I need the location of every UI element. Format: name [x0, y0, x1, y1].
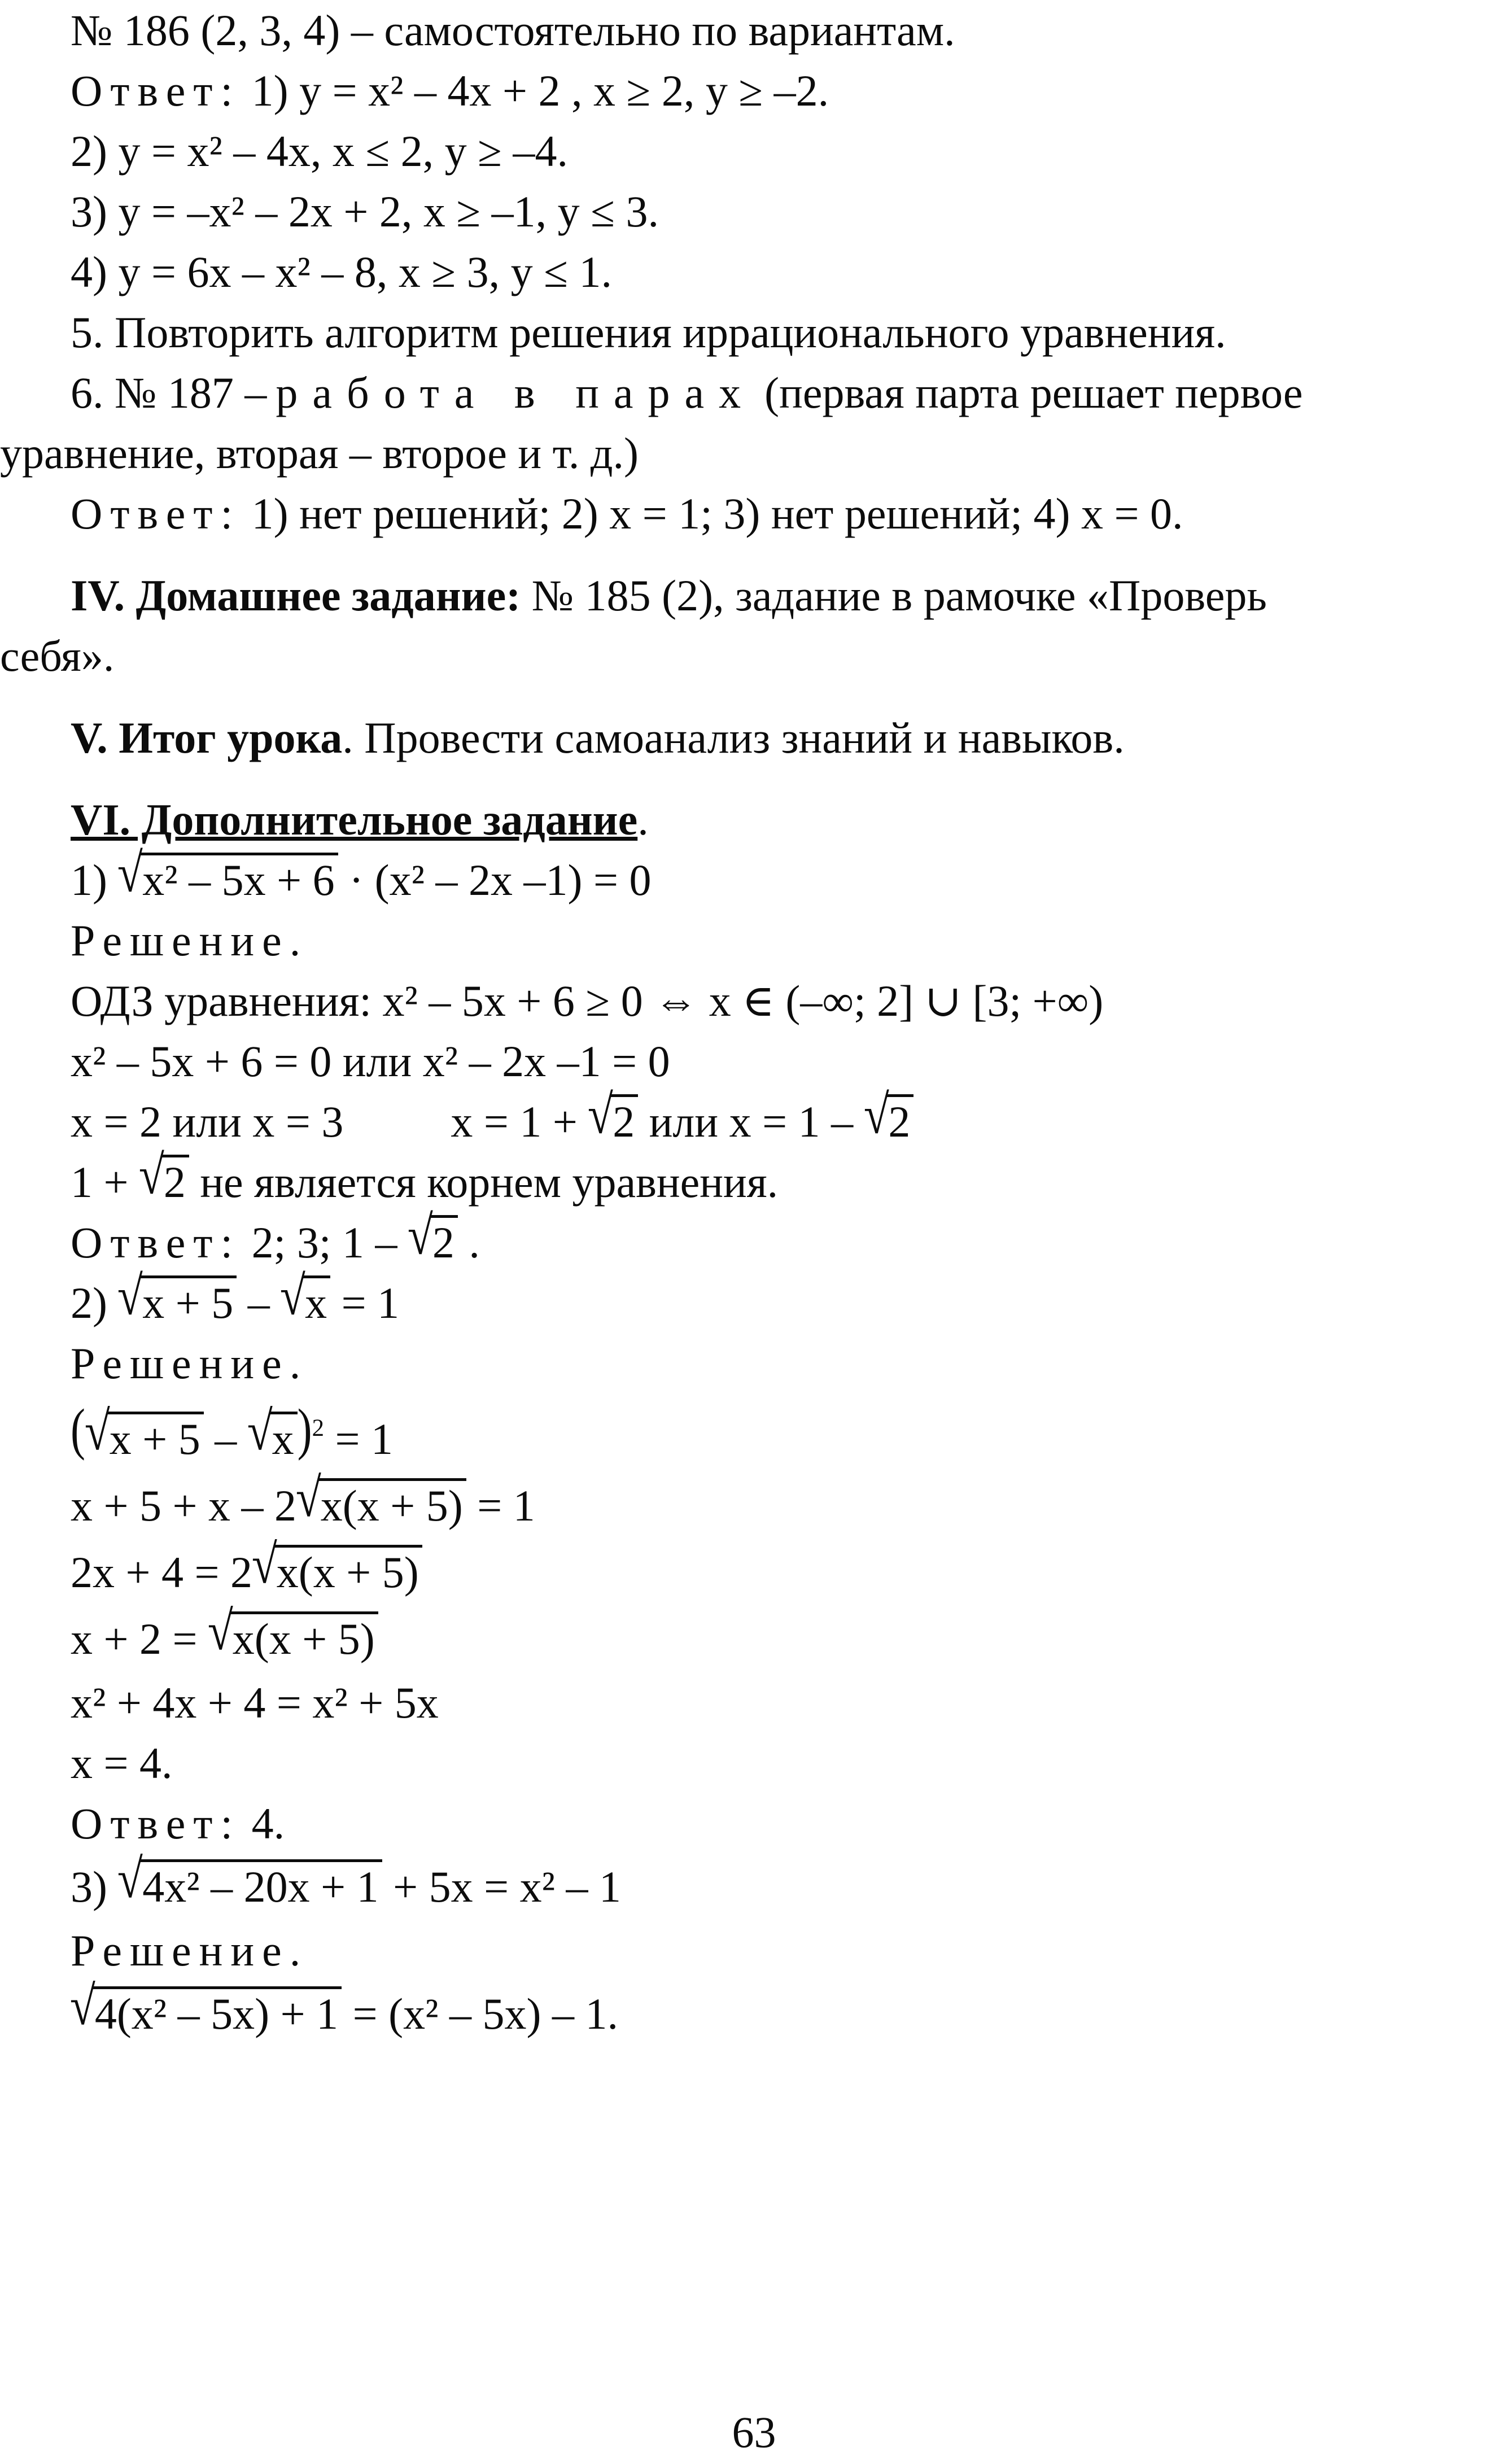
answer-text: 4.	[241, 1799, 285, 1848]
sqrt-expression	[247, 1400, 298, 1473]
sqrt-expression	[207, 1600, 378, 1672]
answer-text-a: 2; 3; 1 –	[241, 1218, 409, 1267]
extra-task-line	[0, 789, 1491, 850]
step-divide-line	[0, 1600, 1491, 1672]
problem-number: 2)	[71, 1278, 107, 1327]
sqrt-sign-icon: √	[280, 1264, 306, 1326]
step-text: x + 5 + x – 2	[71, 1481, 296, 1530]
sqrt-sign-icon: √	[588, 1083, 614, 1145]
sqrt-expression	[407, 1204, 458, 1273]
radicand: 2	[161, 1155, 189, 1207]
equation-rest: · (x² – 2x –1) = 0	[338, 855, 652, 905]
sqrt-expression	[251, 1533, 422, 1606]
answer-text-b: .	[457, 1218, 480, 1267]
sqrt-sign-icon: √	[69, 1974, 95, 2036]
answer-186-line-1	[0, 60, 1491, 121]
minus-sign: –	[203, 1414, 248, 1463]
sqrt-expression	[863, 1083, 914, 1152]
answer-186-line-4: 4) y = 6x – x² – 8, x ≥ 3, y ≤ 1.	[71, 247, 612, 296]
roots-right-b: или x = 1 –	[638, 1097, 864, 1146]
homework-heading: IV. Домашнее задание:	[71, 571, 521, 620]
sqrt-sign-icon: √	[247, 1400, 273, 1461]
roots-right-a: x = 1 +	[451, 1097, 589, 1146]
not-root-a: 1 +	[71, 1157, 139, 1207]
odz-line: ОДЗ уравнения: x² – 5x + 6 ≥ 0 ⇔ x ∈ (–∞; 2] ∪ [3; +∞)	[71, 976, 1104, 1025]
repeat-algorithm-line: 5. Повторить алгоритм решения иррационального уравнения.	[71, 308, 1226, 357]
step-text: = (x² – 5x) – 1.	[342, 1989, 618, 2038]
task-187-continuation: уравнение, вторая – второе и т. д.)	[0, 429, 639, 478]
answer-label: Ответ:	[71, 489, 241, 538]
not-root-b: не является корнем уравнения.	[189, 1157, 779, 1207]
radicand: x + 5	[140, 1275, 237, 1327]
power: 2	[312, 1414, 325, 1441]
step-substitution-line	[0, 1974, 1491, 2047]
sqrt-expression	[84, 1400, 204, 1473]
answer-text: 1) нет решений; 2) x = 1; 3) нет решений; 4) x = 0.	[251, 489, 1183, 538]
homework-line	[0, 565, 1491, 626]
radicand: x(x + 5)	[230, 1611, 378, 1663]
roots-left: x = 2 или x = 3	[71, 1097, 344, 1146]
step-text: x + 2 =	[71, 1614, 208, 1663]
task-187-number: 6. № 187 –	[71, 368, 267, 417]
sqrt-expression	[295, 1466, 466, 1539]
not-root-line	[0, 1143, 1491, 1212]
sqrt-sign-icon: √	[251, 1533, 277, 1594]
roots-line	[0, 1083, 1491, 1152]
problem-number: 3)	[71, 1862, 107, 1911]
radicand: 2	[886, 1094, 913, 1146]
equation-rest: = 1	[330, 1278, 400, 1327]
problem-2-equation	[0, 1264, 1491, 1333]
lesson-summary-heading: V. Итог урока	[71, 713, 343, 762]
answer-text: 1) y = x² – 4x + 2 , x ≥ 2, y ≥ –2.	[251, 66, 829, 115]
solution-label: Решение.	[71, 1339, 309, 1388]
lesson-summary-text: . Провести самоанализ знаний и навыков.	[342, 713, 1125, 762]
split-equation-line: x² – 5x + 6 = 0 или x² – 2x –1 = 0	[71, 1037, 670, 1086]
step-expand-line	[0, 1466, 1491, 1539]
minus-sign: –	[237, 1278, 281, 1327]
step-squared-line	[0, 1397, 1491, 1473]
sqrt-sign-icon: √	[117, 841, 143, 903]
answer-problem-1	[0, 1204, 1491, 1273]
open-paren: (	[71, 1397, 85, 1461]
task-187-note: (первая парта решает первое	[764, 368, 1303, 417]
homework-text: № 185 (2), задание в рамочке «Проверь	[531, 571, 1267, 620]
sqrt-sign-icon: √	[863, 1083, 889, 1145]
radicand: x	[270, 1412, 298, 1463]
extra-task-dot: .	[637, 795, 649, 844]
homework-continuation: себя».	[0, 631, 115, 680]
sqrt-expression	[117, 1847, 382, 1920]
task-186-line: № 186 (2, 3, 4) – самостоятельно по вариантам.	[71, 6, 955, 55]
page-number: 63	[732, 2408, 776, 2457]
task-187-line	[0, 362, 1491, 423]
sqrt-expression	[280, 1264, 330, 1333]
radicand: x(x + 5)	[318, 1478, 466, 1530]
answer-187-line	[0, 483, 1491, 544]
equation-rest: + 5x = x² – 1	[382, 1862, 622, 1911]
sqrt-sign-icon: √	[407, 1204, 433, 1266]
equals-one: = 1	[324, 1414, 394, 1463]
sqrt-sign-icon: √	[84, 1400, 110, 1461]
solution-label: Решение.	[71, 916, 309, 965]
answer-label: Ответ:	[71, 1799, 241, 1848]
radicand: 4x² – 20x + 1	[140, 1859, 382, 1911]
radicand: 2	[430, 1215, 458, 1267]
extra-task-heading: VI. Дополнительное задание	[71, 795, 638, 844]
sqrt-expression	[69, 1974, 342, 2047]
problem-3-equation	[0, 1847, 1491, 1920]
sqrt-sign-icon: √	[295, 1466, 321, 1528]
pair-work-text: работа в парах	[276, 368, 756, 417]
problem-number: 1)	[71, 855, 107, 905]
sqrt-expression	[117, 1264, 237, 1333]
sqrt-sign-icon: √	[207, 1600, 233, 1661]
sqrt-sign-icon: √	[117, 1264, 143, 1326]
solution-label: Решение.	[71, 1926, 309, 1975]
radicand: x(x + 5)	[274, 1545, 422, 1597]
lesson-summary-line	[0, 707, 1491, 768]
radicand: 2	[610, 1094, 638, 1146]
step-text: = 1	[466, 1481, 535, 1530]
radicand: x² – 5x + 6	[140, 853, 338, 905]
sqrt-expression	[117, 841, 338, 910]
answer-186-line-2: 2) y = x² – 4x, x ≤ 2, y ≥ –4.	[71, 126, 568, 176]
answer-186-line-3: 3) y = –x² – 2x + 2, x ≥ –1, y ≤ 3.	[71, 187, 659, 236]
close-paren: )	[297, 1397, 312, 1461]
step-square-line: x² + 4x + 4 = x² + 5x	[71, 1678, 439, 1727]
sqrt-sign-icon: √	[138, 1143, 164, 1205]
answer-problem-2	[0, 1793, 1491, 1854]
radicand: 4(x² – 5x) + 1	[93, 1986, 342, 2038]
step-result-line: x = 4.	[71, 1738, 173, 1788]
problem-1-equation	[0, 841, 1491, 910]
sqrt-sign-icon: √	[117, 1847, 143, 1909]
sqrt-expression	[138, 1143, 189, 1212]
radicand: x	[303, 1275, 330, 1327]
radicand: x + 5	[107, 1412, 204, 1463]
sqrt-expression	[588, 1083, 638, 1152]
step-text: 2x + 4 = 2	[71, 1548, 252, 1597]
answer-label: Ответ:	[71, 1218, 241, 1267]
answer-label: Ответ:	[71, 66, 241, 115]
